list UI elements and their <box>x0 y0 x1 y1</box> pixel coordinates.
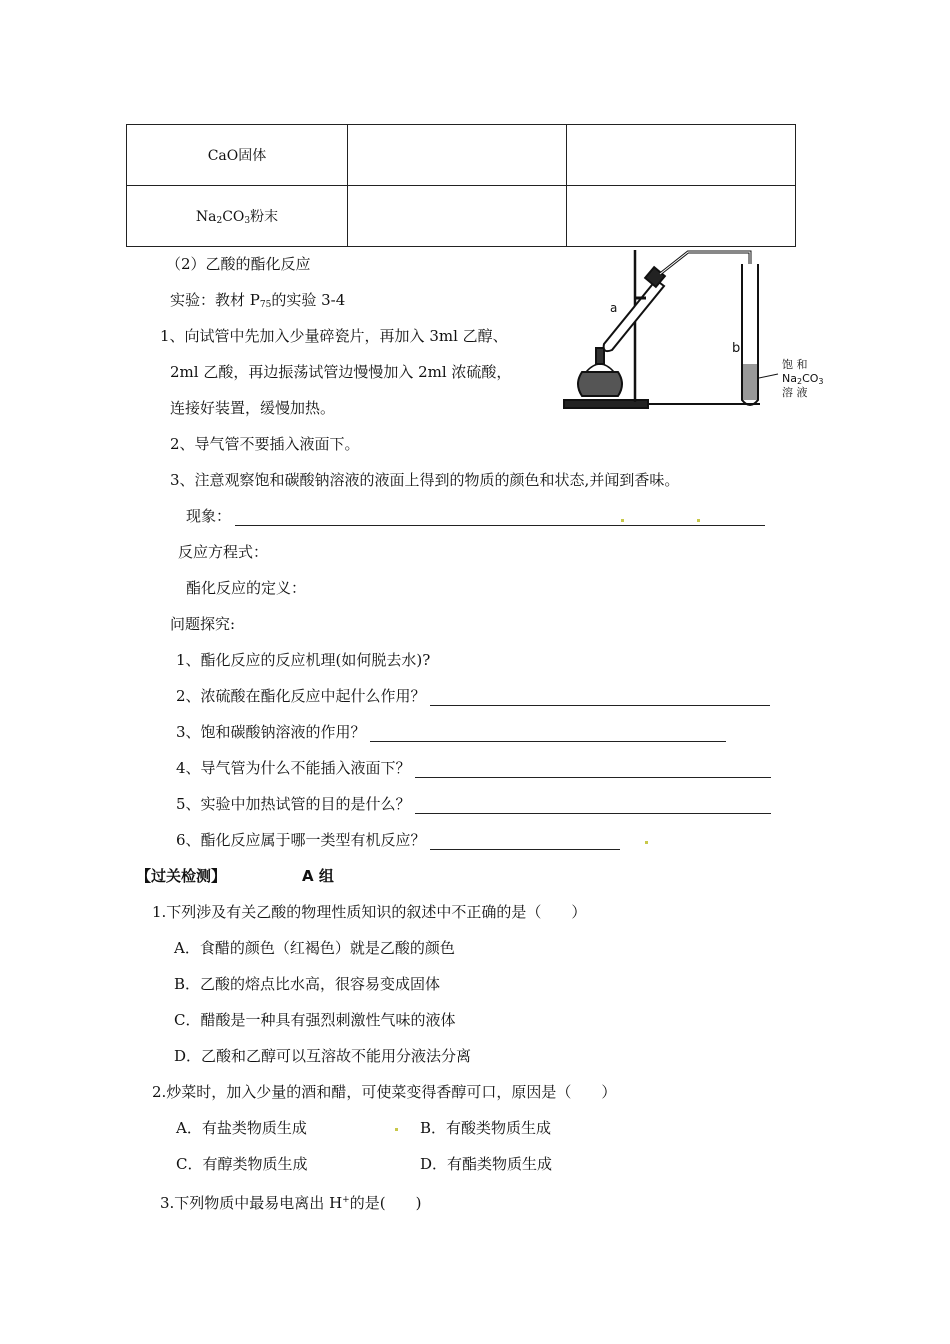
table-cell <box>348 186 567 247</box>
inquiry-question: 3、饱和碳酸钠溶液的作用？ <box>176 722 726 742</box>
equation-label: 反应方程式： <box>178 543 269 561</box>
question-2-option: A．有盐类物质生成 <box>176 1119 307 1137</box>
label-pointer <box>759 374 778 378</box>
alcohol-lamp <box>578 372 622 396</box>
question-3: 3.下列物质中最易电离出 H+的是( ) <box>160 1194 422 1212</box>
inquiry-question: 6、酯化反应属于哪一类型有机反应？ <box>176 830 620 850</box>
saturated-solution <box>743 364 757 400</box>
check-heading: 【过关检测】 <box>136 867 227 885</box>
label-b: b <box>732 341 741 356</box>
answer-blank <box>415 763 771 778</box>
answer-blank <box>235 511 765 526</box>
question-1-option: A．食醋的颜色（红褐色）就是乙酸的颜色 <box>174 939 455 957</box>
label-solution: 溶 液 <box>782 386 808 399</box>
table-cell <box>567 186 796 247</box>
table-cell-label <box>127 125 348 186</box>
table-row <box>127 186 796 247</box>
question-2-option: C．有醇类物质生成 <box>176 1155 308 1173</box>
label-saturated: 饱 和 <box>782 358 808 371</box>
label-a: a <box>610 301 618 315</box>
question-2-option: D．有酯类物质生成 <box>420 1155 553 1173</box>
question-1: 1.下列涉及有关乙酸的物理性质知识的叙述中不正确的是（ ） <box>152 903 587 921</box>
scan-mark <box>621 519 624 522</box>
row-label-cao: CaO固体 <box>207 148 267 164</box>
answer-blank <box>430 835 620 850</box>
esterification-apparatus-figure <box>560 244 845 416</box>
table-cell <box>348 125 567 186</box>
table-cell-label <box>127 186 348 247</box>
answer-blank <box>430 691 770 706</box>
question-1-option: D．乙酸和乙醇可以互溶故不能用分液法分离 <box>174 1047 472 1065</box>
question-2-option: B．有酸类物质生成 <box>420 1119 552 1137</box>
inquiry-question: 1、酯化反应的反应机理(如何脱去水)? <box>176 651 431 669</box>
scan-mark <box>697 519 700 522</box>
section-title: （2）乙酸的酯化反应 <box>166 255 311 273</box>
scan-mark <box>395 1128 398 1131</box>
group-label: A 组 <box>302 867 334 885</box>
lamp-flame <box>586 364 614 372</box>
delivery-tube-inner <box>660 252 750 394</box>
step-3: 3、注意观察饱和碳酸钠溶液的液面上得到的物质的颜色和状态,并闻到香味。 <box>170 471 680 489</box>
question-2: 2.炒菜时，加入少量的酒和醋，可使菜变得香醇可口，原因是（ ） <box>152 1083 617 1101</box>
inquiry-label: 问题探究: <box>170 615 236 633</box>
step-1-line-2: 2ml 乙酸，再边振荡试管边慢慢加入 2ml 浓硫酸， <box>170 363 512 381</box>
label-na2co3: Na2CO3 <box>782 372 824 386</box>
scan-mark <box>645 841 648 844</box>
inquiry-question: 5、实验中加热试管的目的是什么？ <box>176 794 771 814</box>
phenomenon-line: 现象： <box>186 506 765 526</box>
property-table <box>126 124 796 247</box>
inquiry-question: 2、浓硫酸在酯化反应中起什么作用？ <box>176 686 770 706</box>
row-label-na2co3: $Na_2CO_3$粉末 <box>195 209 279 226</box>
inquiry-question: 4、导气管为什么不能插入液面下？ <box>176 758 771 778</box>
step-1-line-3: 连接好装置，缓慢加热。 <box>170 399 336 417</box>
lamp-wick <box>596 348 604 364</box>
step-2: 2、导气管不要插入液面下。 <box>170 435 360 453</box>
table-row <box>127 125 796 186</box>
experiment-reference: 实验：教材 $P_{75}$的实验 3-4 <box>170 291 346 310</box>
step-1-line-1: 1、向试管中先加入少量碎瓷片，再加入 3ml 乙醇、 <box>160 327 508 345</box>
question-1-option: B．乙酸的熔点比水高，很容易变成固体 <box>174 975 441 993</box>
question-1-option: C．醋酸是一种具有强烈刺激性气味的液体 <box>174 1011 456 1029</box>
definition-label: 酯化反应的定义： <box>186 579 307 597</box>
table-cell <box>567 125 796 186</box>
delivery-tube <box>660 252 750 394</box>
answer-blank <box>415 799 771 814</box>
answer-blank <box>370 727 726 742</box>
